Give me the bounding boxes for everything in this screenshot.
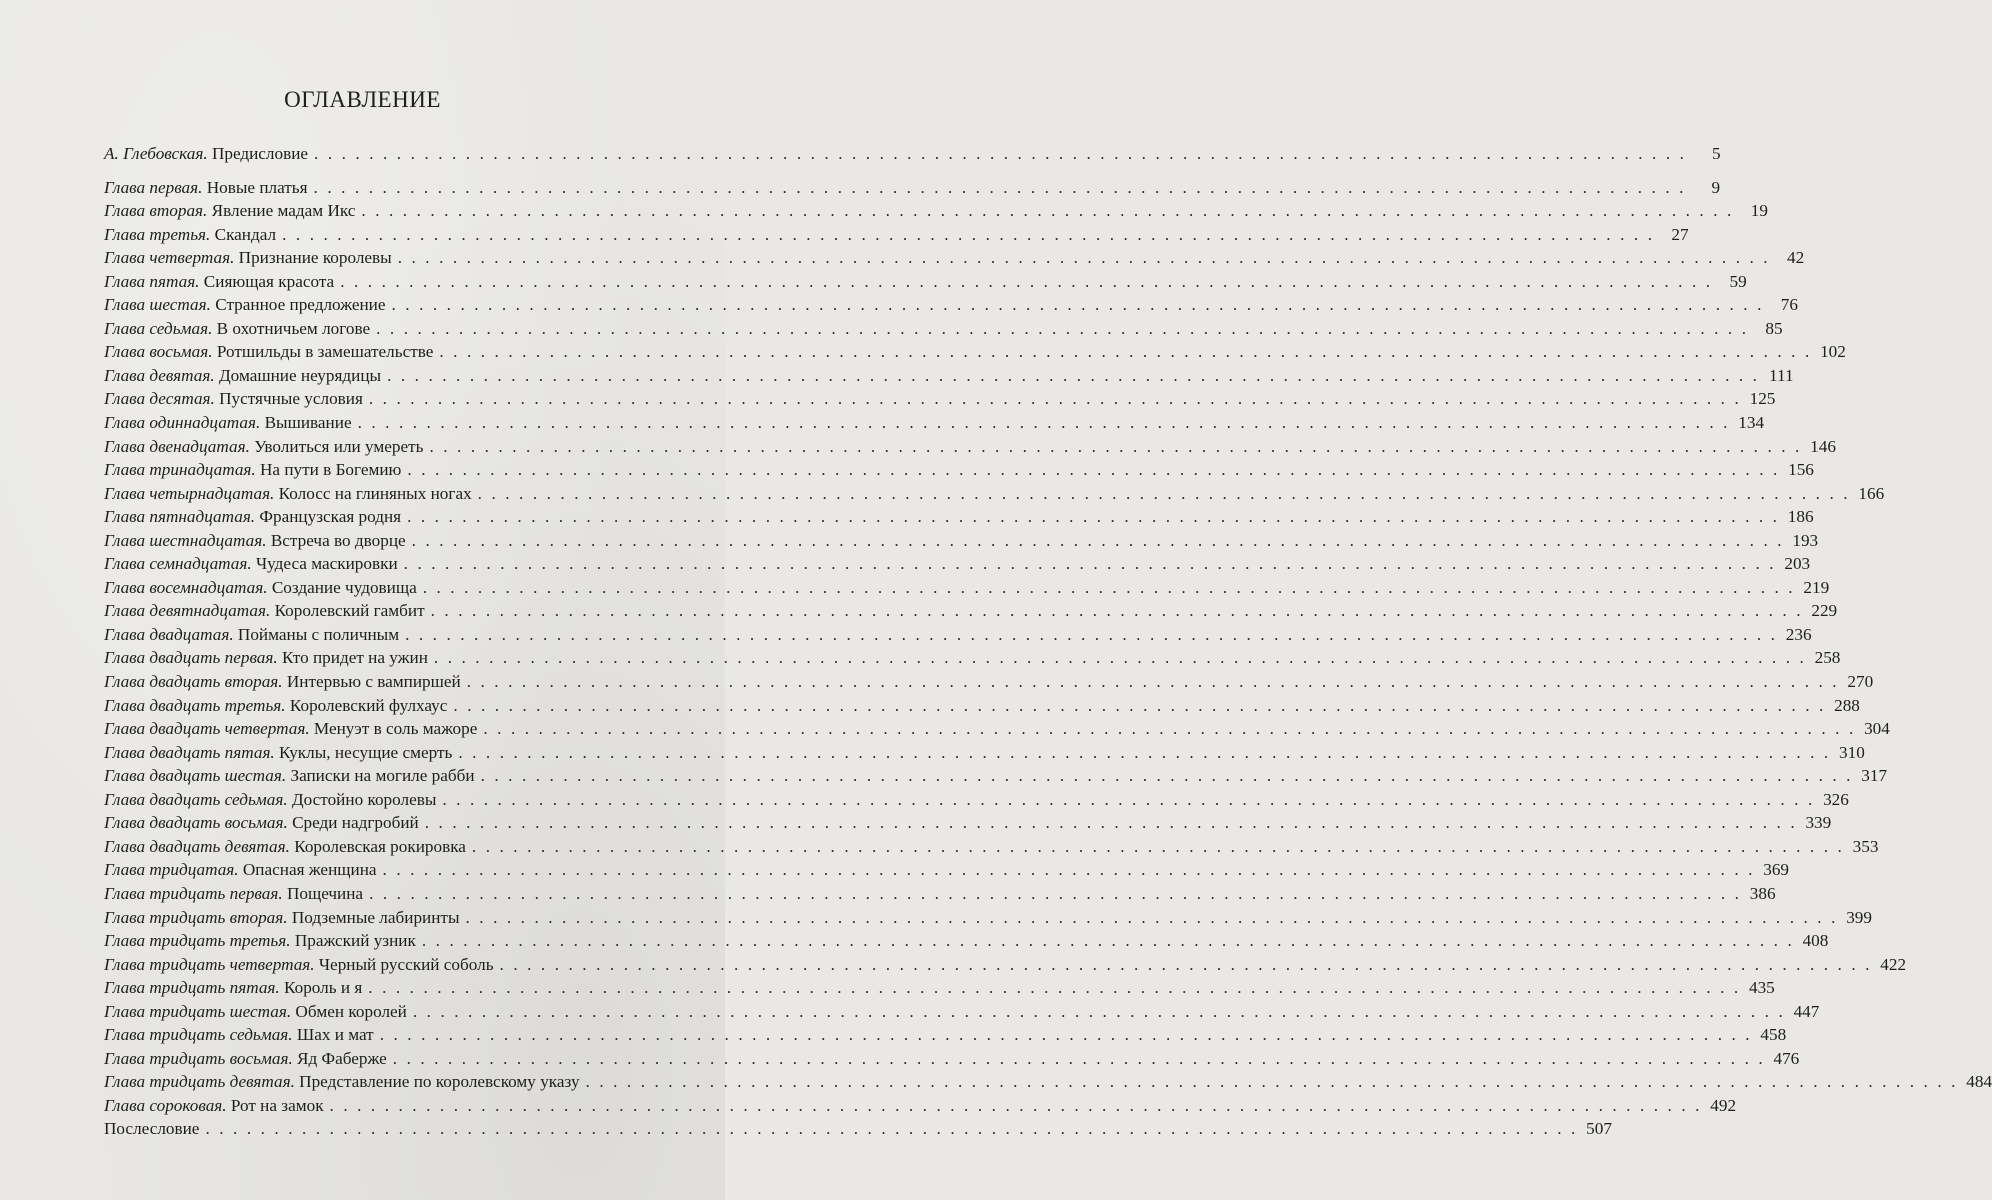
toc-entry-text [104,293,386,317]
chapter-label: Глава тридцатая. [104,860,239,880]
dot-leader [383,858,1755,882]
dot-leader [407,505,1779,529]
page-number: 134 [1738,413,1765,433]
toc-entry [104,717,1890,741]
toc-entry [104,576,1830,600]
toc-entry-text [104,411,352,435]
dot-leader [282,223,1654,247]
dot-leader [439,340,1811,364]
toc-entry-text [104,387,363,411]
dot-leader [205,1117,1577,1141]
page-number: 219 [1803,577,1830,597]
toc-entry-text [104,599,425,623]
toc-entry [104,1117,1612,1141]
page-number: 507 [1586,1119,1612,1139]
toc-entry-text [104,694,447,718]
page-number: 125 [1749,389,1776,409]
toc-entry-text [104,270,334,294]
toc-entry [104,623,1812,647]
toc-entry [104,1000,1820,1024]
page-number: 484 [1966,1072,1992,1092]
toc-entry [104,1047,1800,1071]
toc-entry-text [104,552,398,576]
toc-entry [104,293,1798,317]
dot-leader [425,811,1797,835]
chapter-label: Глава тридцать третья. [104,931,291,951]
page-number: 408 [1802,931,1829,951]
dot-leader [413,1000,1785,1024]
toc-entry [104,142,1721,166]
toc-list [104,142,1992,1141]
toc-entry [104,176,1721,200]
toc-entry-text [104,505,401,529]
chapter-label: Глава двадцать шестая. [104,766,287,786]
chapter-title: Пойманы с поличным [237,624,400,644]
toc-entry [104,646,1841,670]
toc-entry-text [104,929,416,953]
chapter-title: Вышивание [264,413,352,433]
toc-entry [104,1023,1787,1047]
chapter-label: Глава тридцать шестая. [104,1001,292,1021]
dot-leader [361,199,1733,223]
toc-entry-text [104,199,355,223]
dot-leader [404,552,1776,576]
chapter-label: Глава девятая. [104,365,215,385]
chapter-title: Пустячные условия [219,389,363,409]
chapter-label: Глава девятнадцатая. [104,601,271,621]
chapter-title: Интервью с вампиршей [286,672,461,692]
toc-entry-text [104,317,370,341]
toc-entry [104,482,1885,506]
chapter-title: Домашние неурядицы [218,365,382,385]
chapter-label: Глава десятая. [104,389,215,409]
toc-entry-text [104,1023,374,1047]
dot-leader [358,411,1730,435]
chapter-title: Уволиться или умереть [254,436,424,456]
toc-entry-text [104,670,461,694]
dot-leader [453,694,1825,718]
chapter-title: Шах и мат [296,1025,374,1045]
chapter-title: Достойно королевы [291,789,437,809]
dot-leader [467,670,1839,694]
chapter-title: Королевский фулхаус [289,695,448,715]
chapter-title: На пути в Богемию [260,460,402,480]
page-number: 42 [1787,248,1805,268]
chapter-title: Скандал [214,224,277,244]
toc-entry [104,670,1874,694]
page-number: 236 [1785,624,1812,644]
chapter-label: Глава тридцать седьмая. [104,1025,293,1045]
toc-entry [104,976,1775,1000]
page-number: 339 [1805,813,1832,833]
dot-leader [472,835,1844,859]
page-number: 193 [1792,530,1819,550]
chapter-title: Встреча во дворце [270,530,406,550]
dot-leader [429,435,1801,459]
toc-entry-text [104,811,419,835]
dot-leader [376,317,1748,341]
dot-leader [423,576,1795,600]
page-number: 111 [1769,365,1794,385]
toc-entry [104,882,1776,906]
chapter-title: Записки на могиле рабби [290,766,475,786]
chapter-label: Глава тридцать восьмая. [104,1048,293,1068]
chapter-label: Глава пятая. [104,271,200,291]
toc-entry [104,387,1776,411]
page-number: 27 [1671,224,1689,244]
toc-entry-text [104,835,466,859]
toc-entry-text [104,435,423,459]
dot-leader [466,906,1838,930]
page-number: 85 [1765,318,1783,338]
chapter-title: Черный русский соболь [318,954,494,974]
toc-entry [104,929,1829,953]
toc-entry-text [104,906,460,930]
page-number: 317 [1861,766,1888,786]
page-number: 258 [1814,648,1841,668]
toc-entry-text [104,1000,407,1024]
toc-entry [104,741,1865,765]
chapter-title: Среди надгробий [292,813,419,833]
chapter-label: Глава восьмая. [104,342,213,362]
toc-entry [104,788,1849,812]
chapter-label: Глава тридцать вторая. [104,907,288,927]
dot-leader [412,529,1784,553]
toc-entry [104,1070,1992,1094]
chapter-label: Глава третья. [104,224,211,244]
chapter-label: Глава шестнадцатая. [104,530,267,550]
chapter-label: Глава седьмая. [104,318,213,338]
toc-entry [104,270,1747,294]
chapter-label: Глава пятнадцатая. [104,507,256,527]
toc-entry [104,317,1783,341]
dot-leader [398,246,1770,270]
toc-entry [104,764,1888,788]
toc-entry-text [104,529,406,553]
toc-entry [104,858,1790,882]
dot-leader [483,717,1855,741]
chapter-title: Предисловие [211,144,309,163]
page-number: 353 [1852,836,1879,856]
dot-leader [380,1023,1752,1047]
page-number: 435 [1748,978,1775,998]
page-number: 458 [1760,1025,1787,1045]
chapter-label: Глава одиннадцатая. [104,413,261,433]
toc-entry-text [104,458,401,482]
toc-entry [104,340,1846,364]
page-number: 59 [1729,271,1747,291]
chapter-label: Глава двадцать первая. [104,648,278,668]
chapter-label: Глава двадцать четвертая. [104,719,310,739]
toc-entry-text [104,882,363,906]
chapter-label: Глава двенадцатая. [104,436,250,456]
toc-entry-text [104,1070,580,1094]
chapter-title: Колосс на глиняных ногах [278,483,472,503]
chapter-label: Глава четвертая. [104,248,235,268]
page-number: 146 [1810,436,1836,456]
chapter-label: Глава двадцать вторая. [104,672,283,692]
dot-leader [458,741,1830,765]
chapter-label: Глава первая. [104,177,203,197]
chapter-label: Глава двадцать пятая. [104,742,275,762]
chapter-label: Глава двадцать восьмая. [104,813,288,833]
chapter-title: Подземные лабиринты [291,907,460,927]
page-number: 76 [1780,295,1798,315]
dot-leader [369,882,1741,906]
toc-entry-text [104,976,362,1000]
chapter-title: Менуэт в соль мажоре [313,719,478,739]
chapter-label: Глава шестая. [104,295,211,315]
toc-entry [104,458,1814,482]
chapter-title: Опасная женщина [242,860,377,880]
toc-entry-text [104,223,276,247]
chapter-title: Ротшильды в замешательстве [216,342,434,362]
toc-entry [104,835,1879,859]
toc-entry [104,811,1832,835]
toc-entry-text [104,246,392,270]
toc-entry [104,529,1819,553]
page-number: 288 [1834,695,1860,715]
page-number: 447 [1793,1001,1820,1021]
chapter-label: Глава семнадцатая. [104,554,252,574]
toc-entry [104,552,1811,576]
toc-entry-text [104,142,308,166]
chapter-label: Глава двадцатая. [104,624,234,644]
chapter-title: Странное предложение [215,295,386,315]
dot-leader [368,976,1740,1000]
page-number: 476 [1773,1048,1800,1068]
page-number: 19 [1750,201,1768,221]
chapter-label: Глава четырнадцатая. [104,483,275,503]
page-number: 422 [1880,954,1907,974]
chapter-title: Представление по королевскому указу [299,1072,580,1092]
page-number: 9 [1711,177,1721,197]
chapter-label: Глава двадцать седьмая. [104,789,288,809]
chapter-title: Королевский гамбит [274,601,425,621]
toc-entry [104,906,1872,930]
page-number: 229 [1811,601,1838,621]
dot-leader [392,293,1764,317]
dot-leader [481,764,1853,788]
toc-entry [104,246,1805,270]
toc-entry [104,199,1768,223]
toc-entry [104,694,1860,718]
toc-entry-text [104,1117,199,1141]
chapter-title: Король и я [284,978,363,998]
page-number: 304 [1864,719,1890,739]
toc-entry [104,1094,1737,1118]
page-number: 492 [1710,1095,1737,1115]
dot-leader [500,953,1872,977]
toc-entry-text [104,576,417,600]
chapter-label: Глава вторая. [104,201,208,221]
chapter-label: Глава тридцать первая. [104,883,283,903]
toc-entry [104,435,1836,459]
toc-entry-text [104,340,433,364]
chapter-label: Глава двадцать девятая. [104,836,290,856]
page-number: 369 [1763,860,1790,880]
chapter-title: Пощечина [286,883,364,903]
page-number: 156 [1788,460,1814,480]
chapter-title: Обмен королей [295,1001,407,1021]
chapter-label: А. Глебовская. [104,144,208,163]
chapter-title: Признание королевы [238,248,392,268]
dot-leader [369,387,1741,411]
toc-entry [104,223,1689,247]
toc-entry-text [104,741,452,765]
toc-entry-text [104,764,475,788]
chapter-title: Пражский узник [294,931,416,951]
dot-leader [340,270,1712,294]
chapter-title: Кто придет на ужин [281,648,428,668]
chapter-title: В охотничьем логове [216,318,371,338]
dot-leader [314,176,1686,200]
chapter-label: Глава тридцать пятая. [104,978,280,998]
toc-entry-text [104,364,381,388]
toc-entry [104,953,1907,977]
page-number: 186 [1787,507,1814,527]
toc-entry [104,364,1794,388]
toc-entry-text [104,482,472,506]
toc-entry-text [104,176,308,200]
chapter-label: Глава сороковая. [104,1095,227,1115]
chapter-title: Яд Фаберже [297,1048,387,1068]
page-number: 203 [1784,554,1811,574]
chapter-title: Явление мадам Икс [211,201,356,221]
page-number: 386 [1749,883,1776,903]
chapter-title: Рот на замок [230,1095,324,1115]
dot-leader [434,646,1806,670]
toc-entry-text [104,788,436,812]
chapter-label: Глава восемнадцатая. [104,577,268,597]
toc-entry [104,411,1765,435]
dot-leader [393,1047,1765,1071]
toc-entry-text [104,953,494,977]
toc-entry-text [104,646,428,670]
chapter-label: Глава двадцать третья. [104,695,286,715]
dot-leader [431,599,1803,623]
chapter-label: Глава тридцать четвертая. [104,954,315,974]
chapter-title: Французская родня [259,507,402,527]
toc-entry-text [104,1094,324,1118]
chapter-label: Глава тринадцатая. [104,460,256,480]
dot-leader [422,929,1794,953]
dot-leader [586,1070,1958,1094]
page-number: 399 [1846,907,1872,927]
dot-leader [405,623,1777,647]
page-number: 326 [1823,789,1849,809]
chapter-title: Новые платья [206,177,308,197]
page-number: 166 [1858,483,1885,503]
chapter-title: Создание чудовища [271,577,417,597]
chapter-title: Чудеса маскировки [255,554,398,574]
dot-leader [314,142,1686,166]
dot-leader [442,788,1814,812]
page-number: 310 [1839,742,1865,762]
toc-entry-text [104,1047,387,1071]
chapter-title: Куклы, несущие смерть [279,742,453,762]
dot-leader [387,364,1759,388]
toc-entry [104,505,1814,529]
page-number: 270 [1847,672,1874,692]
chapter-title: Королевская рокировка [294,836,466,856]
page-number: 102 [1820,342,1846,362]
toc-entry [104,599,1838,623]
toc-heading: ОГЛАВЛЕНИЕ [284,87,441,112]
toc-entry-text [104,858,377,882]
chapter-title: Сияющая красота [203,271,335,291]
page-number: 5 [1711,144,1721,163]
dot-leader [478,482,1850,506]
dot-leader [330,1094,1702,1118]
toc-entry-text [104,717,477,741]
dot-leader [407,458,1779,482]
toc-entry-text [104,623,399,647]
chapter-label: Глава тридцать девятая. [104,1072,295,1092]
chapter-title: Послесловие [104,1119,200,1139]
